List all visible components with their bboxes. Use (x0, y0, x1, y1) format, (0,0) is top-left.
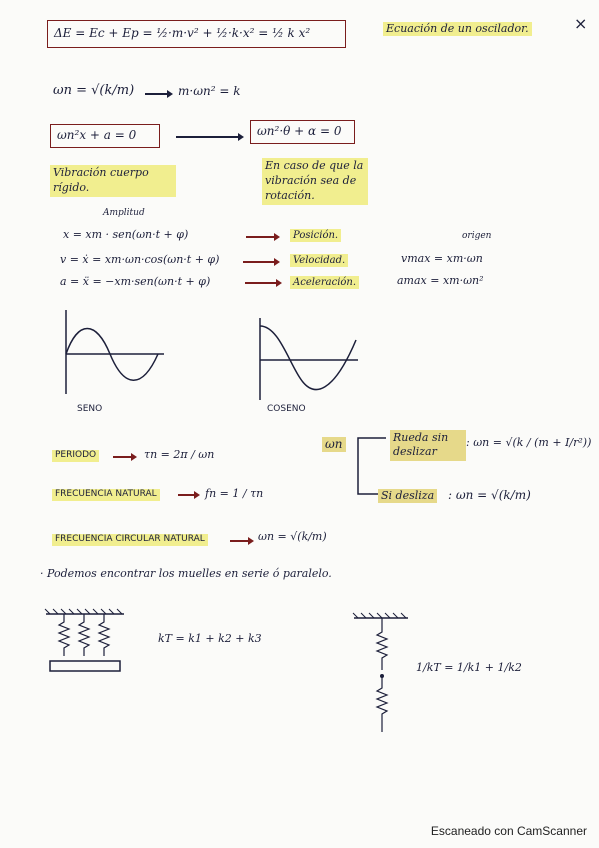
linear-equation: ωn²x + a = 0 (57, 128, 137, 142)
acceleration-label: Aceleración. (290, 276, 359, 289)
origin-label: origen (462, 231, 492, 241)
parallel-springs-equation: kT = k1 + k2 + k3 (158, 632, 262, 645)
scanner-watermark: Escaneado con CamScanner (430, 824, 587, 838)
natural-frequency-value: fn = 1 / τn (205, 487, 264, 500)
series-springs-diagram (352, 612, 412, 737)
arrow-icon (230, 540, 252, 542)
wn-tag: ωn (322, 437, 346, 452)
rigid-body-label: Vibración cuerpo rígido. (50, 165, 176, 197)
arrow-icon (176, 136, 242, 138)
cosine-curve (260, 326, 356, 389)
natural-frequency-equation: ωn = √(k/m) (53, 83, 135, 98)
acceleration-equation: a = ẍ = −xm·sen(ωn·t + φ) (60, 275, 211, 288)
arrow-icon (245, 282, 280, 284)
arrow-icon (178, 494, 198, 496)
circular-frequency-label: FRECUENCIA CIRCULAR NATURAL (52, 534, 208, 546)
sliding-equation: : ωn = √(k/m) (448, 488, 531, 502)
amplitude-label: Amplitud (103, 208, 145, 218)
rotation-note: En caso de que la vibración sea de rotación. (262, 158, 368, 205)
sine-label: SENO (77, 404, 103, 414)
arrow-icon (113, 456, 135, 458)
parallel-springs-diagram (44, 608, 134, 683)
arrow-icon (246, 236, 278, 238)
series-springs-equation: 1/kT = 1/k1 + 1/k2 (416, 661, 522, 674)
circular-frequency-value: ωn = √(k/m) (258, 530, 327, 543)
cosine-label: COSENO (267, 404, 306, 414)
period-label: PERIODO (52, 450, 99, 462)
vmax-equation: vmax = xm·ωn (401, 252, 483, 265)
close-icon: × (574, 14, 588, 33)
rolling-label: Rueda sin deslizar (390, 430, 466, 461)
stiffness-relation: m·ωn² = k (178, 84, 241, 98)
position-equation: x = xm · sen(ωn·t + φ) (63, 228, 189, 241)
natural-frequency-label: FRECUENCIA NATURAL (52, 489, 160, 501)
amax-equation: amax = xm·ωn² (397, 274, 484, 287)
sliding-label: Si desliza (378, 489, 437, 503)
rolling-equation: : ωn = √(k / (m + I/r²)) (466, 436, 592, 449)
period-equation: τn = 2π / ωn (144, 448, 215, 461)
velocity-label: Velocidad. (290, 254, 348, 267)
arrow-icon (145, 93, 171, 95)
springs-intro: · Podemos encontrar los muelles en serie ó paralelo. (40, 567, 332, 580)
oscillator-note: Ecuación de un oscilador. (383, 22, 532, 36)
velocity-equation: v = ẋ = xm·ωn·cos(ωn·t + φ) (60, 253, 220, 266)
sine-graph (58, 310, 168, 410)
rotation-equation: ωn²·θ + α = 0 (257, 124, 342, 138)
cosine-graph (252, 318, 362, 418)
position-label: Posición. (290, 229, 341, 242)
arrow-icon (243, 261, 278, 263)
energy-equation: ΔE = Ec + Ep = ½·m·v² + ½·k·x² = ½ k x² (54, 26, 311, 40)
